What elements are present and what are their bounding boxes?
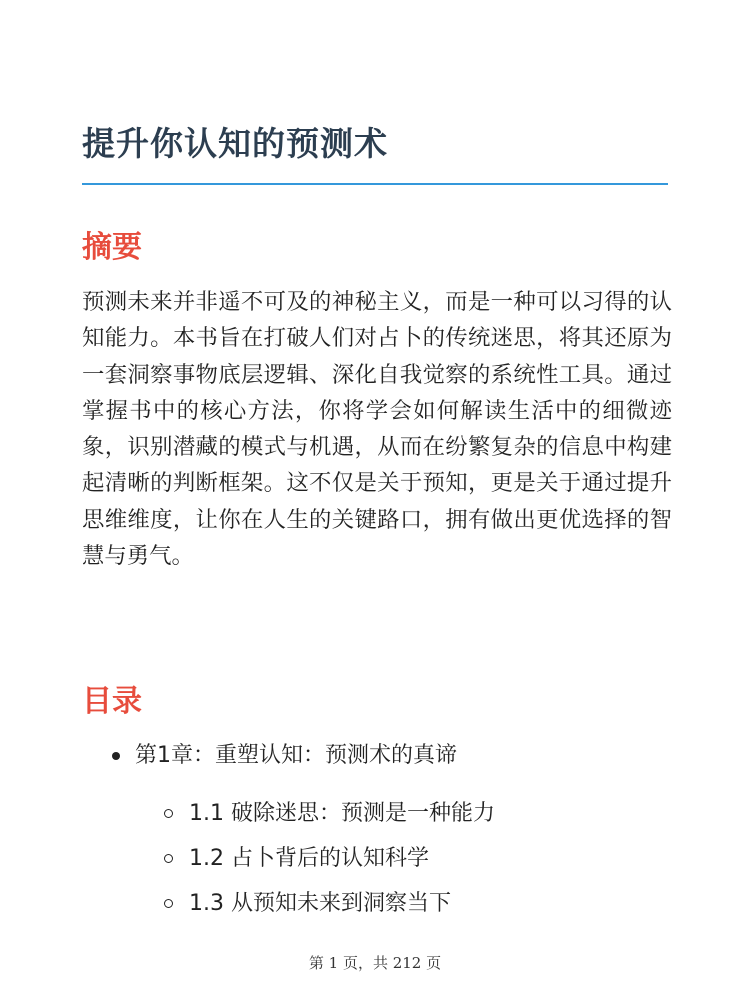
abstract-body: 预测未来并非遥不可及的神秘主义，而是一种可以习得的认知能力。本书旨在打破人们对占卜的传统迷思，将其还原为一套洞察事物底层逻辑、深化自我觉察的系统性工具。通过掌握书中的核心方法，你将学会如何解读生活中的细微迹象，识别潜藏的模式与机遇，从而在纷繁复杂的信息中构建起清晰的判断框架。这不仅是关于预知，更是关于通过提升思维维度，让你在人生的关键路口，拥有做出更优选择的智慧与勇气。 — [82, 289, 672, 570]
bullet-circle-icon — [164, 809, 173, 818]
toc-heading: 目录 — [82, 684, 142, 719]
title-divider — [82, 183, 668, 185]
bullet-dot-icon — [112, 752, 120, 760]
toc-section-title: 1.2 占卜背后的认知科学 — [189, 846, 429, 871]
abstract-heading: 摘要 — [82, 230, 142, 265]
bullet-circle-icon — [164, 899, 173, 908]
toc-section-title: 1.1 破除迷思：预测是一种能力 — [189, 801, 495, 826]
bullet-circle-icon — [164, 854, 173, 863]
toc-chapter-title: 第1章：重塑认知：预测术的真谛 — [135, 743, 457, 768]
toc-section-title: 1.3 从预知未来到洞察当下 — [189, 891, 451, 916]
document-title: 提升你认知的预测术 — [82, 124, 388, 163]
page-number-footer: 第 1 页，共 212 页 — [308, 954, 442, 972]
